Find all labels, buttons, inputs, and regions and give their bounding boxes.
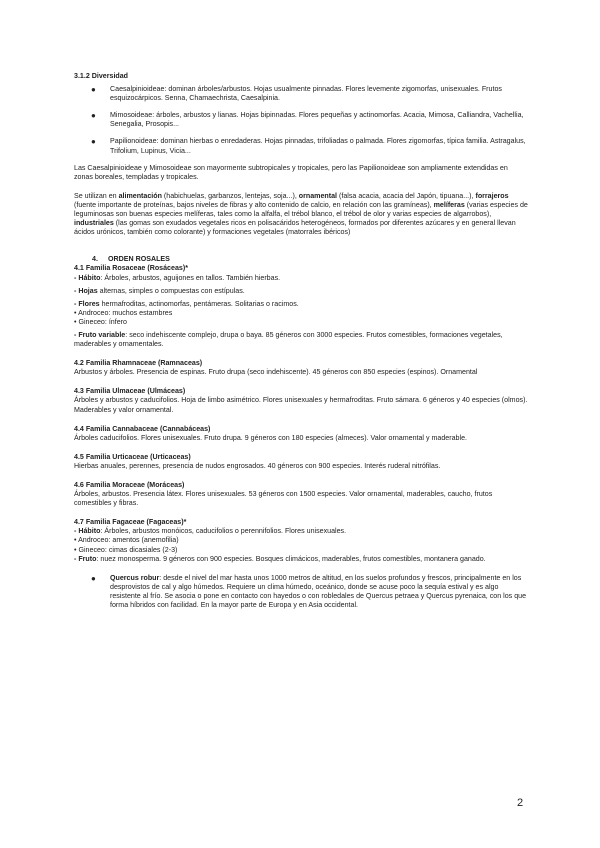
bullet-icon: ● [91,137,96,147]
rosaceae-habito: - Hábito: Árboles, arbustos, aguijones en tallos. También hierbas. [74,273,281,282]
ulmaceae-text: Árboles y arbustos y caducifolios. Hoja de limbo asimétrico. Flores unisexuales y hermafroditas. Fruto sámara. 6 géneros y 40 especies (olmos). Maderables y valor ornamental. [74,396,528,414]
urticaceae-text: Hierbas anuales, perennes, presencia de nudos engrosados. 40 géneros con 900 especies. Interés ruderal nitrófilas. [74,461,441,470]
subfamily-list [74,85,528,156]
rosaceae-flores: - Flores hermafroditas, actinomorfas, pentámeras. Solitarias o racimos. [74,299,299,308]
family-heading-rhamnaceae: 4.2 Familia Rhamnaceae (Ramnaceas) [74,359,203,368]
section-heading-orden-rosales: 4. ORDEN ROSALES [92,255,170,264]
family-heading-fagaceae: 4.7 Familia Fagaceae (Fagaceas)* [74,518,187,527]
paragraph-uses: Se utilizan en alimentación (habichuelas, garbanzos, lentejas, soja...), ornamental (falsa acacia, acacia del Japón, tipuana...), forrajeros (fuente importante de proteínas, bajos niveles de fibras y alto contenido de calcio, en relación con las gramíneas), melíferas (varias especies de leguminosas son buenas especies melíferas, tales como la alfalfa, el trébol blanco, el trébol de olor y varias especies de algarrobos), industriales (las gomas son exudados vegetales ricos en polisacáridos heterogéneos, formados por diferentes azúcares y en general llevan ácidos urónicos, también como colorante) y formaciones vegetales (matorrales ibéricos) [74,191,528,237]
rosaceae-fruto: - Fruto variable: seco indehiscente complejo, drupa o baya. 85 géneros con 3000 especies. Frutos comestibles, formaciones vegetales, maderables y ornamentales. [74,330,503,349]
moraceae-text: Árboles, arbustos. Presencia látex. Flores unisexuales. 53 géneros con 1500 especies. Valor ornamental, maderables, caucho, frutos comestibles y fibras. [74,490,493,508]
rosaceae-androceo: • Androceo: muchos estambres [74,308,173,317]
list-item: ● Mimosoideae: árboles, arbustos y lianas. Hojas bipinnadas. Flores pequeñas y actinomorfas. Acacia, Mimosa, Calliandra, Vachellia, Senegalia, Prosopis... [91,111,524,129]
family-heading-ulmaceae: 4.3 Familia Ulmaceae (Ulmáceas) [74,387,186,396]
section-heading-diversidad: 3.1.2 Diversidad [74,72,129,80]
list-item: ● Caesalpinioideae: dominan árboles/arbustos. Hojas usualmente pinnadas. Flores levemente zigomorfas, unisexuales. Frutos esquizocárpicos. Senna, Chamaechrista, Caesalpinia. [91,85,502,103]
page-content [74,72,528,610]
rhamnaceae-text: Arbustos y árboles. Presencia de espinas. Fruto drupa (seco indehiscente). 45 géneros con 850 especies (espinos). Ornamental [74,368,478,377]
family-heading-moraceae: 4.6 Familia Moraceae (Moráceas) [74,481,185,489]
rosaceae-hojas: - Hojas alternas, simples o compuestas con estípulas. [74,286,245,295]
fagaceae-gineceo: • Gineceo: cimas dicasiales (2-3) [74,545,178,554]
fagaceae-habito: - Hábito: Árboles, arbustos monóicos, caducifolios o perennifolios. Flores unisexuales. [74,527,347,536]
quercus-robur-item: ● Quercus robur: desde el nivel del mar hasta unos 1000 metros de altitud, en los suelos profundos y frescos, principalmente en los desprovistos de cal y algo húmedos. Requiere un clima húmedo, oceánico, donde se acuse poco la sequía estival y es algo resistente al frío. Se asocia o pone en contacto con hayedos o con robledales de Quercus petraea y Quercus pyrenaica, con los que forma híbridos con facilidad. En la mayor parte de Europa y en Asia occidental. [91,573,527,610]
bullet-icon: ● [91,85,96,95]
paragraph-distribution: Las Caesalpinioideae y Mimosoideae son mayormente subtropicales y tropicales, pero las Papilionoideae son ampliamente extendidas en zonas boreales, templadas y tropicales. [74,163,508,181]
fagaceae-androceo: • Androceo: amentos (anemofilia) [74,536,179,545]
page-number: 2 [517,797,524,809]
list-item: ● Papilionoideae: dominan hierbas o enredaderas. Hojas pinnadas, trifoliadas o palmada. Flores zigomorfas, típica familia. Astragalus, Trifolium, Lupinus, Vicia... [91,137,526,155]
family-heading-urticaceae: 4.5 Familia Urticaceae (Urticaceas) [74,452,191,461]
fagaceae-fruto: - Fruto: nuez monosperma. 9 géneros con 900 especies. Bosques climácicos, maderables, frutos comestibles, montanera ganado. [74,554,486,563]
family-heading-cannabaceae: 4.4 Familia Cannabaceae (Cannabáceas) [74,424,211,433]
family-heading-rosaceae: 4.1 Familia Rosaceae (Rosáceas)* [74,264,188,273]
rosaceae-gineceo: • Gineceo: ínfero [74,317,127,326]
bullet-icon: ● [91,573,96,583]
cannabaceae-text: Árboles caducifolios. Flores unisexuales. Fruto drupa. 9 géneros con 180 especies (almeces). Valor ornamental y maderable. [74,433,467,442]
bullet-icon: ● [91,111,96,121]
